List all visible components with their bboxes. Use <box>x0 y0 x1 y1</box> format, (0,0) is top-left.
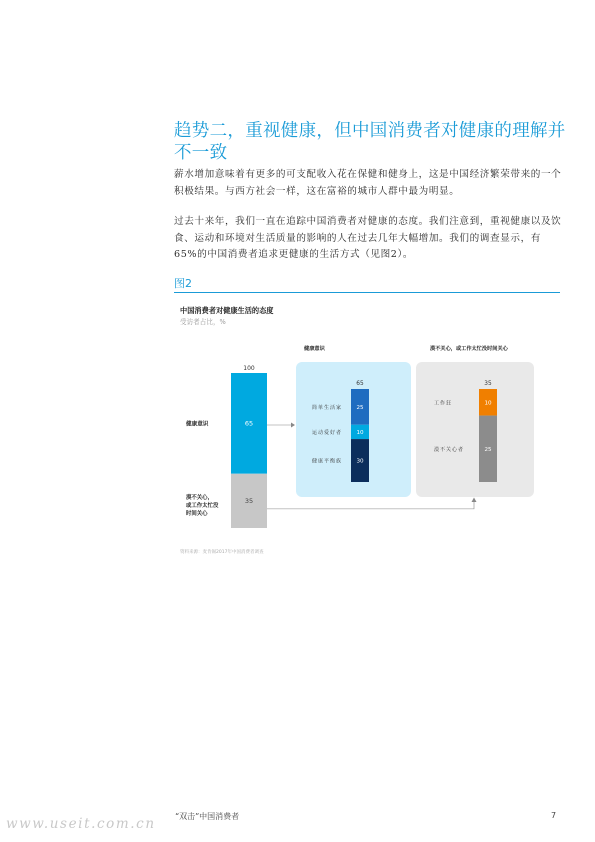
connector-indifferent-arrowhead <box>472 498 477 503</box>
figure-label: 图2 <box>174 277 192 290</box>
main-bar-total-label: 100 <box>243 365 255 372</box>
breakdown-1-total: 65 <box>356 381 364 387</box>
main-bar-label-2-line-2: 或工作太忙没 <box>186 502 219 509</box>
main-bar-value-2: 35 <box>244 496 254 505</box>
connector-indifferent-line <box>267 502 474 509</box>
breakdown-1-value-2: 10 <box>356 429 364 436</box>
footer-title: “双击”中国消费者 <box>175 812 240 821</box>
main-bar-label-1: 健康意识 <box>186 421 209 428</box>
section-heading: 趋势二，重视健康，但中国消费者对健康的理解并不一致 <box>174 121 566 163</box>
stacked-bar-chart <box>174 293 560 567</box>
breakdown-1-label-3: 健康平衡族 <box>312 458 343 465</box>
chart-subtitle: 受访者占比，% <box>180 318 226 326</box>
connector-health-arrowhead <box>291 423 295 428</box>
main-bar-value-1: 65 <box>244 419 254 428</box>
chart-panel <box>174 293 560 567</box>
breakdown-1-value-1: 25 <box>356 404 364 411</box>
breakdown-1-label-2: 运动爱好者 <box>312 429 343 436</box>
chart-source: 资料来源：麦肯锡2017年中国消费者调查 <box>180 550 264 555</box>
breakdown-1-title: 健康意识 <box>304 346 325 352</box>
breakdown-1-value-3: 30 <box>356 458 364 465</box>
chart-title: 中国消费者对健康生活的态度 <box>180 306 274 315</box>
paragraph-2: 过去十来年，我们一直在追踪中国消费者对健康的态度。我们注意到，重视健康以及饮食、运动和环境对生活质量的影响的人在过去几年大幅增加。我们的调查显示，有65%的中国消费者追求更健康的生活方式（见图2）。 <box>174 216 562 260</box>
breakdown-2-title: 漠不关心，或工作太忙没时间关心 <box>430 346 508 352</box>
paragraph-1: 薪水增加意味着有更多的可支配收入花在保健和健身上，这是中国经济繁荣带来的一个积极结果。与西方社会一样，这在富裕的城市人群中最为明显。 <box>174 169 562 197</box>
breakdown-2-value-2: 25 <box>484 446 492 453</box>
breakdown-box-indifferent <box>416 362 534 497</box>
watermark: www.useit.com.cn <box>6 816 156 832</box>
breakdown-2-total: 35 <box>484 381 492 387</box>
breakdown-1-label-1: 简单生活家 <box>312 404 343 411</box>
breakdown-2-label-1: 工作狂 <box>434 400 453 407</box>
main-bar-label-2-line-3: 时间关心 <box>186 510 208 517</box>
breakdown-2-value-1: 10 <box>484 400 492 407</box>
page-number: 7 <box>551 811 557 820</box>
breakdown-2-label-2: 漠不关心者 <box>434 446 465 453</box>
main-bar-label-2-line-1: 漠不关心， <box>186 494 213 501</box>
